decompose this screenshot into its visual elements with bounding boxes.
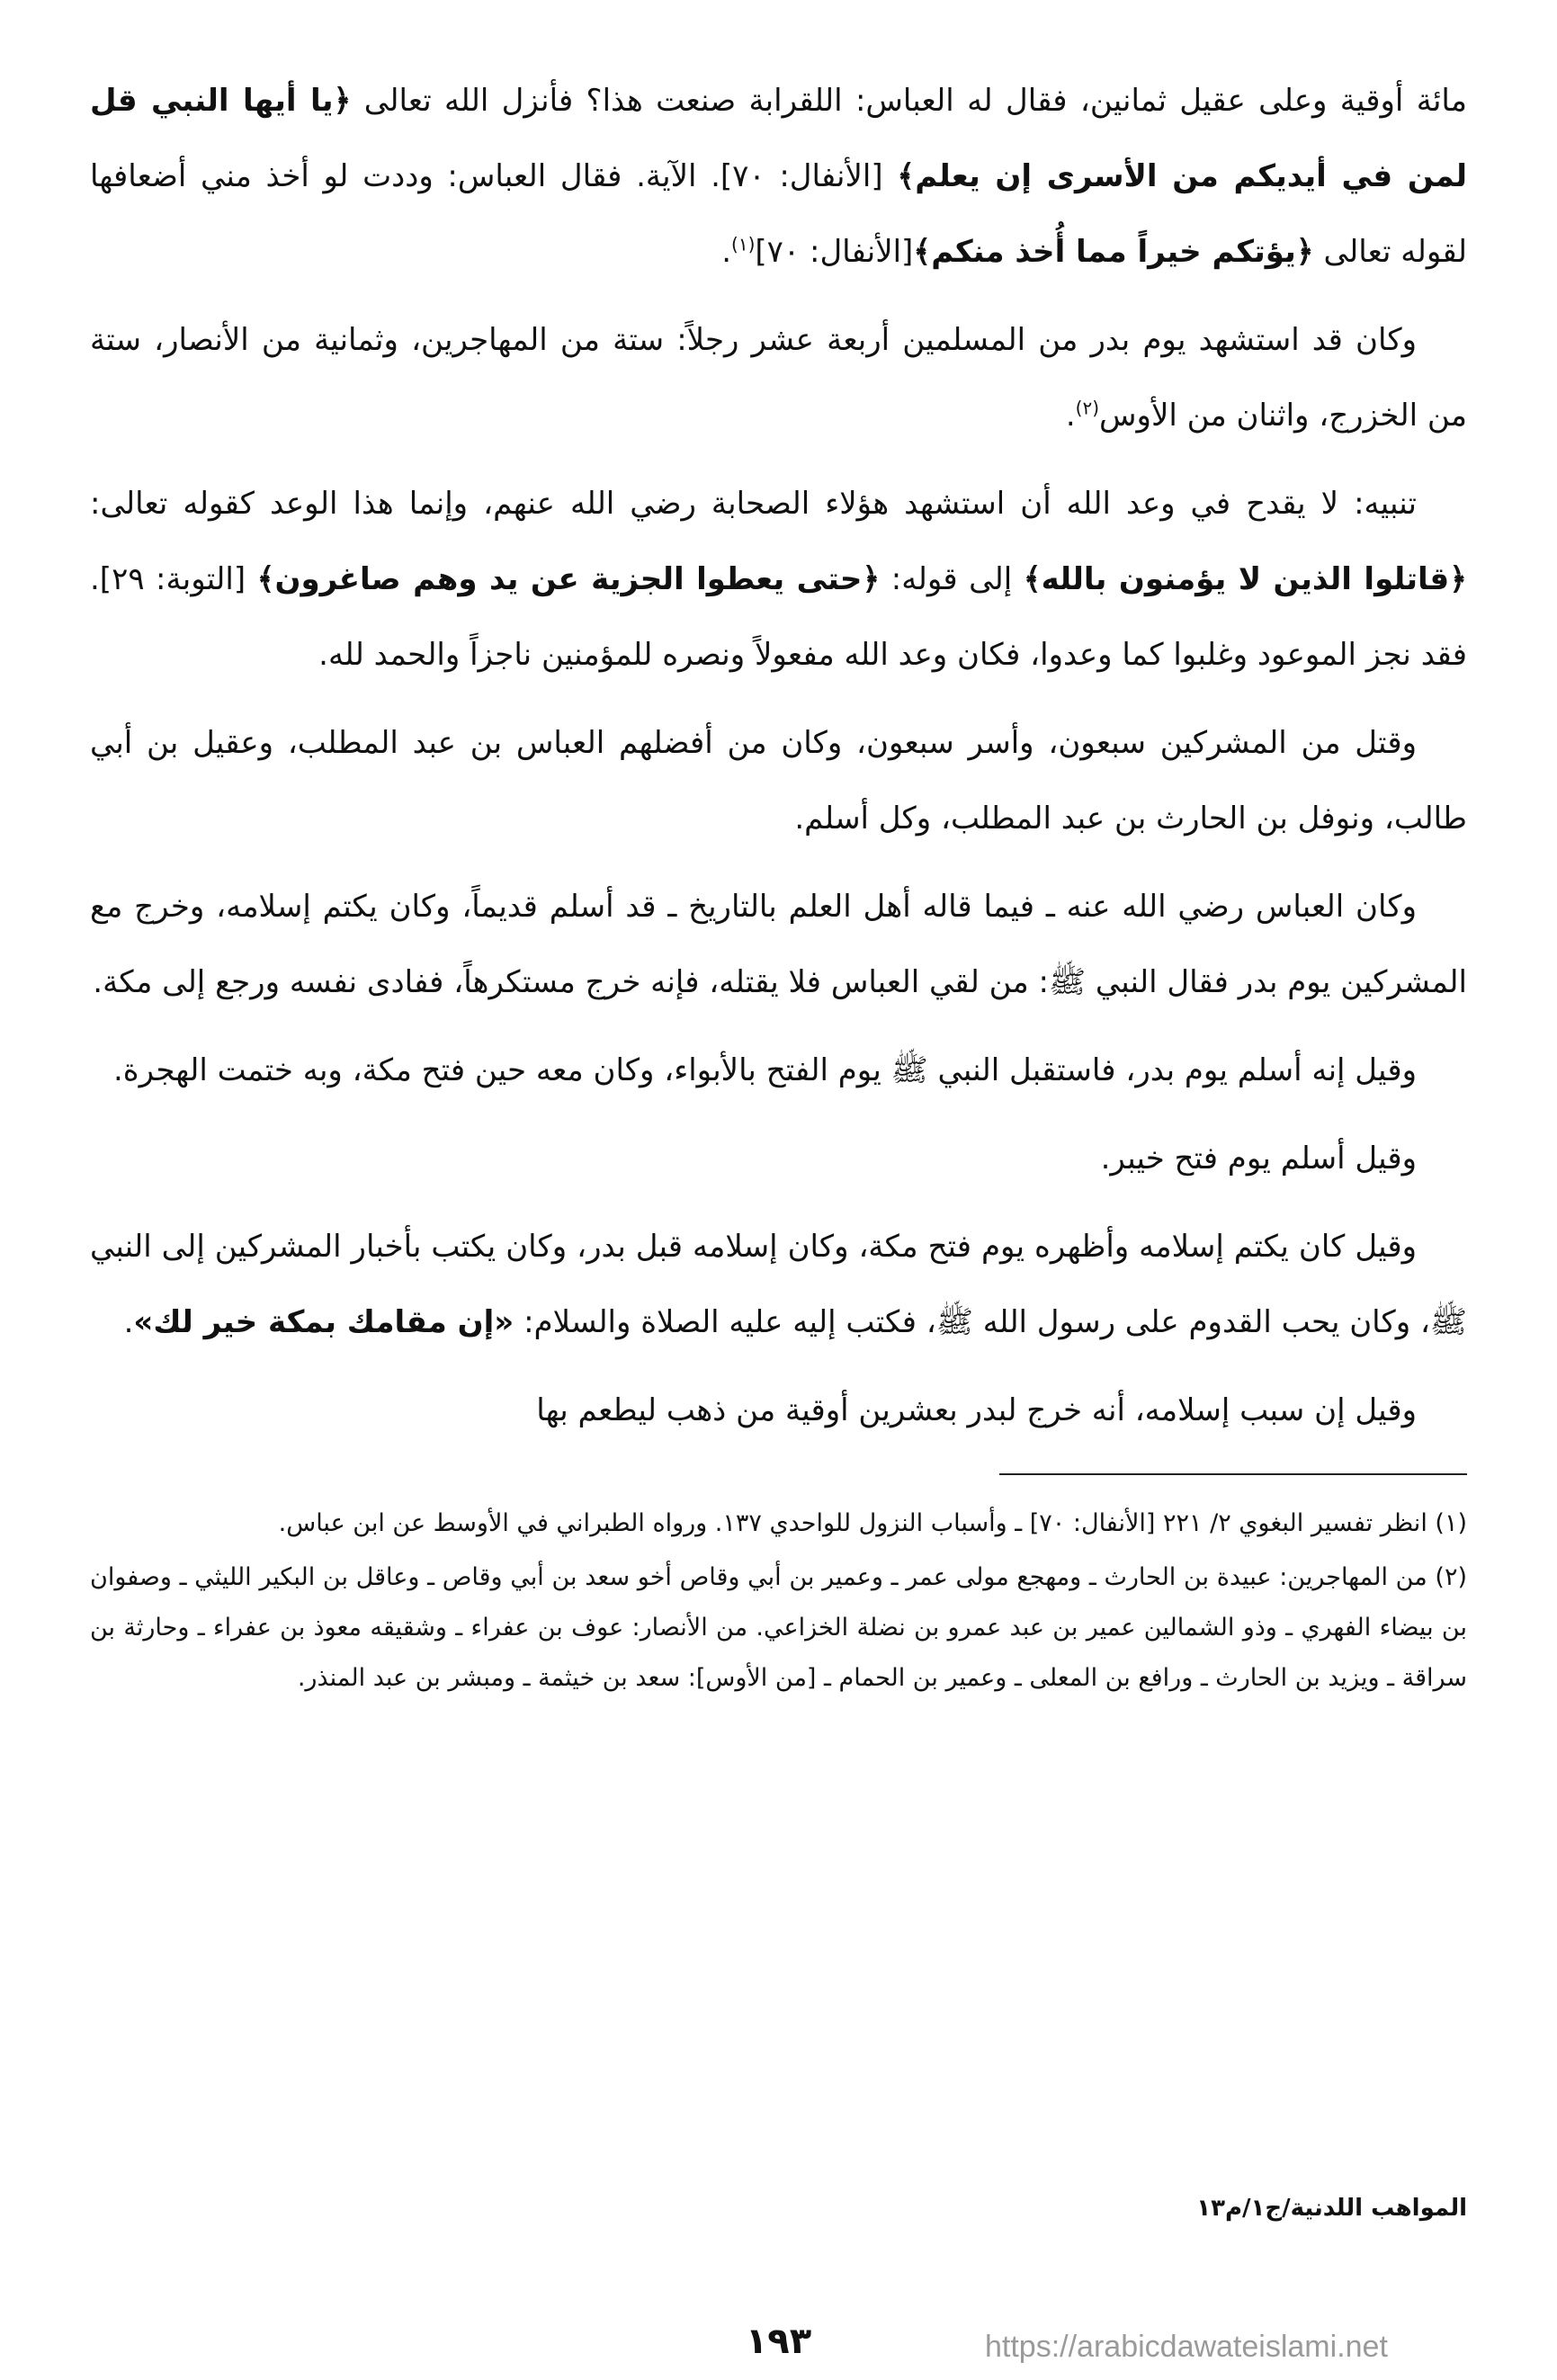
quran-quote: ﴿يا أيها النبي قل لمن في أيديكم من الأسرى إن يعلم﴾: [90, 83, 1467, 194]
footnote-2: (٢) من المهاجرين: عبيدة بن الحارث ـ ومهجع مولى عمر ـ وعمير بن أبي وقاص أخو سعد بن أبي وقاص ـ وعاقل بن البكير الليثي ـ وصفوان بن بيضاء الفهري ـ وذو الشمالين عمير بن عبد عمرو بن نضلة الخزاعي. من الأنصار: عوف بن عفراء ـ وشقيقه معوذ بن عفراء ـ وحارثة بن سراقة ـ ويزيد بن الحارث ـ ورافع بن المعلى ـ وعمير بن الحمام ـ [من الأوس]: سعد بن خيثمة ـ ومبشر بن عبد المنذر.: [90, 1563, 1467, 1692]
text-run: .: [123, 1304, 134, 1340]
text-run: وقتل من المشركين سبعون، وأسر سبعون، وكان من أفضلهم العباس بن عبد المطلب، وعقيل بن أبي طالب، ونوفل بن الحارث بن عبد المطلب، وكل أسلم.: [90, 725, 1467, 837]
text-run: [التوبة: ٢٩]. فقد نجز الموعود وغلبوا كما وعدوا، فكان وعد الله مفعولاً ونصره للمؤمنين ناجزاً والحمد لله.: [90, 561, 1467, 673]
footnote-marker: (٢): [1075, 397, 1100, 419]
hadith-quote: «إن مقامك بمكة خير لك»: [133, 1304, 515, 1340]
paragraph-5: [90, 869, 1467, 1020]
page-number: ١٩٣: [745, 2321, 812, 2362]
text-run: .: [721, 234, 732, 270]
paragraph-6: [90, 1033, 1467, 1108]
text-run: وقيل كان يكتم إسلامه وأظهره يوم فتح مكة، وكان إسلامه قبل بدر، وكان يكتب بأخبار المشركين إلى النبي ﷺ، وكان يحب القدوم على رسول الله ﷺ، فكتب إليه عليه الصلاة والسلام:: [90, 1229, 1467, 1340]
main-text: [90, 63, 1467, 1707]
paragraph-7: [90, 1121, 1467, 1196]
text-run: [الأنفال: ٧٠]. الآية. فقال العباس: وددت لو أخذ مني أضعافها لقوله تعالى: [90, 158, 1467, 270]
text-run: إلى قوله:: [890, 561, 1013, 597]
footnote-marker: (١): [731, 233, 756, 255]
paragraph-8: [90, 1209, 1467, 1360]
text-run: وقيل إنه أسلم يوم بدر، فاستقبل النبي ﷺ يوم الفتح بالأبواء، وكان معه حين فتح مكة، وبه ختمت الهجرة.: [112, 1052, 1417, 1088]
text-run: .: [1065, 398, 1076, 434]
text-run: وقيل إن سبب إسلامه، أنه خرج لبدر بعشرين أوقية من ذهب ليطعم بها: [536, 1392, 1417, 1428]
footnote-1: (١) انظر تفسير البغوي ٢/ ٢٢١ [الأنفال: ٧٠] ـ وأسباب النزول للواحدي ١٣٧. ورواه الطبراني في الأوسط عن ابن عباس.: [278, 1509, 1467, 1537]
quran-quote: ﴿يؤتكم خيراً مما أُخذ منكم﴾: [913, 234, 1314, 270]
text-run: وكان العباس رضي الله عنه ـ فيما قاله أهل العلم بالتاريخ ـ قد أسلم قديماً، وكان يكتم إسلامه، وخرج مع المشركين يوم بدر فقال النبي ﷺ: من لقي العباس فلا يقتله، فإنه خرج مستكرهاً، ففادى نفسه ورجع إلى مكة.: [90, 889, 1467, 1000]
text-run: تنبيه: لا يقدح في وعد الله أن استشهد هؤلاء الصحابة رضي الله عنهم، وإنما هذا الوعد كقوله تعالى:: [90, 486, 1417, 522]
paragraph-1: [90, 63, 1467, 290]
quran-quote: ﴿قاتلوا الذين لا يؤمنون بالله﴾: [1023, 561, 1467, 597]
watermark-url: https://arabicdawateislami.net: [985, 2330, 1388, 2364]
book-reference: المواهب اللدنية/ج١/م١٣: [1196, 2195, 1467, 2222]
verse-ref: [الأنفال: ٧٠]: [755, 234, 914, 270]
paragraph-2: [90, 302, 1467, 453]
quran-quote: ﴿حتى يعطوا الجزية عن يد وهم صاغرون﴾: [256, 561, 881, 597]
paragraph-4: [90, 705, 1467, 856]
text-run: وقيل أسلم يوم فتح خيبر.: [1100, 1141, 1417, 1177]
paragraph-9: [90, 1373, 1467, 1448]
text-run: وكان قد استشهد يوم بدر من المسلمين أربعة عشر رجلاً: ستة من المهاجرين، وثمانية من الأنصار، ستة من الخزرج، واثنان من الأوس: [90, 322, 1467, 434]
text-run: مائة أوقية وعلى عقيل ثمانين، فقال له العباس: اللقرابة صنعت هذا؟ فأنزل الله تعالى: [363, 83, 1467, 119]
paragraph-3: [90, 466, 1467, 693]
footnote-divider: [999, 1473, 1467, 1475]
